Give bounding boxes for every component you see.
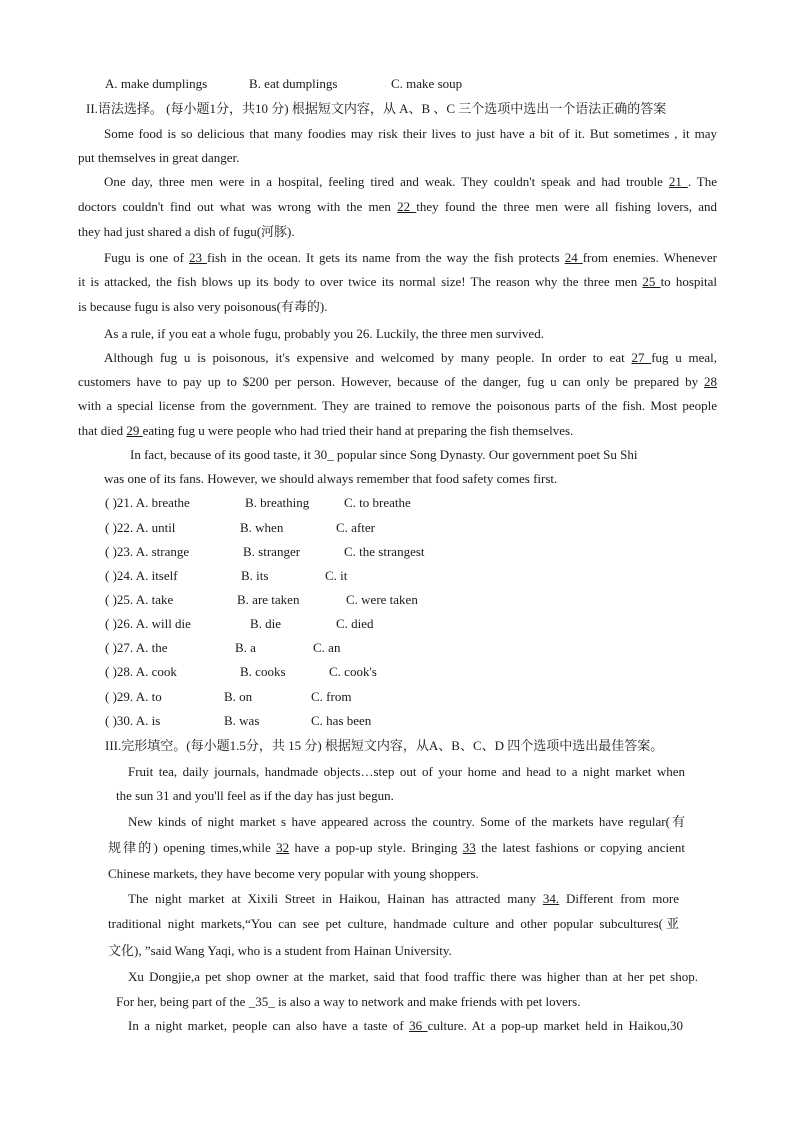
option-b: B. stranger — [243, 544, 301, 559]
para-line: New kinds of night market s have appeared across the country. Some of the markets have regular(有 — [128, 814, 685, 829]
blank-36: 36 — [409, 1018, 428, 1033]
para-line: customers have to pay up to $200 per person. However, because of the danger, fug u can only be prepared by 28 — [78, 374, 717, 389]
question-stem: ( )21. A. breathe — [105, 495, 190, 510]
option-c: C. an — [313, 640, 341, 655]
question-stem: ( )29. A. to — [105, 689, 162, 704]
para-line: that died 29 eating fug u were people who had tried their hand at preparing the fish themselves. — [78, 423, 574, 438]
para-line: is because fugu is also very poisonous(有毒的). — [78, 299, 328, 314]
para-line: Some food is so delicious that many foodies may risk their lives to just have a bit of it. But sometimes , it may — [104, 126, 717, 141]
option-b: B. on — [224, 689, 253, 704]
blank-24: 24 — [564, 250, 583, 265]
para-line: Fugu is one of 23 fish in the ocean. It gets its name from the way the fish protects 24 from enemies. Whenever — [104, 250, 718, 265]
question-stem: ( )24. A. itself — [105, 568, 178, 583]
para-line: One day, three men were in a hospital, feeling tired and weak. They couldn't speak and had trouble 21 . The — [104, 174, 718, 189]
para-line: The night market at Xixili Street in Haikou, Hainan has attracted many 34. Different from more — [128, 891, 679, 906]
option-c: C. it — [325, 568, 348, 583]
para-line: doctors couldn't find out what was wrong with the men 22 they found the three men were all fishing lovers, and — [78, 199, 717, 214]
question-stem: ( )22. A. until — [105, 520, 176, 535]
question-stem: ( )30. A. is — [105, 713, 161, 728]
section-2-heading: II.语法选择。 (每小题1分，共10 分) 根据短文内容，从 A、B 、C 三个选项中选出一个语法正确的答案 — [86, 101, 667, 116]
question-stem: ( )27. A. the — [105, 640, 168, 655]
para-line: In a night market, people can also have a taste of 36 culture. At a pop-up market held in Haikou,30 — [128, 1018, 684, 1033]
para-line: Xu Dongjie,a pet shop owner at the market, said that food traffic there was higher than at her pet shop. — [128, 969, 698, 984]
blank-28: 28 — [704, 374, 717, 389]
para-line: As a rule, if you eat a whole fugu, probably you 26. Luckily, the three men survived. — [104, 326, 544, 341]
option-b: B. a — [235, 640, 256, 655]
option-b: B. breathing — [245, 495, 310, 510]
para-line: the sun 31 and you'll feel as if the day has just begun. — [116, 788, 394, 803]
option-c: C. died — [336, 616, 374, 631]
blank-34: 34. — [542, 891, 560, 906]
option-c: C. from — [311, 689, 352, 704]
para-line: Although fug u is poisonous, it's expensive and welcomed by many people. In order to eat 27 fug u meal, — [104, 350, 717, 365]
para-line: In fact, because of its good taste, it 30_ popular since Song Dynasty. Our government poet Su Shi — [130, 447, 638, 462]
para-line: with a special license from the government. They are trained to remove the poisonous parts of the fish. Most people — [78, 398, 717, 413]
question-stem: ( )23. A. strange — [105, 544, 190, 559]
para-line: 规律的) opening times,while 32 have a pop-up style. Bringing 33 the latest fashions or copying ancient — [108, 840, 685, 855]
option-b: B. was — [224, 713, 260, 728]
question-stem: ( )26. A. will die — [105, 616, 191, 631]
blank-23: 23 — [189, 250, 207, 265]
para-line: Fruit tea, daily journals, handmade objects…step out of your home and head to a night market when — [128, 764, 685, 779]
option-b: B. its — [241, 568, 269, 583]
option-b: B. cooks — [240, 664, 286, 679]
para-line: Chinese markets, they have become very popular with young shoppers. — [108, 866, 479, 881]
top-option-a: A. make dumplings — [105, 76, 208, 91]
option-c: C. to breathe — [344, 495, 411, 510]
blank-27: 27 — [631, 350, 652, 365]
para-line: For her, being part of the _35_ is also a way to network and make friends with pet lovers. — [116, 994, 581, 1009]
blank-33: 33 — [462, 840, 476, 855]
blank-22: 22 — [397, 199, 417, 214]
question-stem: ( )25. A. take — [105, 592, 174, 607]
para-line: put themselves in great danger. — [78, 150, 240, 165]
option-c: C. were taken — [346, 592, 418, 607]
option-c: C. has been — [311, 713, 372, 728]
top-option-b: B. eat dumplings — [249, 76, 338, 91]
option-b: B. are taken — [237, 592, 300, 607]
option-c: C. the strangest — [344, 544, 425, 559]
option-b: B. die — [250, 616, 282, 631]
para-line: they had just shared a dish of fugu(河豚). — [78, 224, 295, 239]
para-line: it is attacked, the fish blows up its body to over twice its normal size! The reason why the three men 25 to hospital — [78, 274, 718, 289]
blank-21: 21 — [668, 174, 688, 189]
blank-32: 32 — [276, 840, 290, 855]
para-line: traditional night markets,“You can see pet culture, handmade culture and other popular subcultures(亚 — [108, 916, 679, 931]
para-line: was one of its fans. However, we should always remember that food safety comes first. — [104, 471, 558, 486]
option-c: C. cook's — [329, 664, 377, 679]
question-stem: ( )28. A. cook — [105, 664, 177, 679]
option-b: B. when — [240, 520, 284, 535]
para-line: 文化), ”said Wang Yaqi, who is a student from Hainan University. — [108, 943, 452, 958]
blank-25: 25 — [642, 274, 661, 289]
option-c: C. after — [336, 520, 375, 535]
top-option-c: C. make soup — [391, 76, 463, 91]
blank-29: 29 — [126, 423, 143, 438]
section-3-heading: III.完形填空。(每小题1.5分，共 15 分) 根据短文内容，从A、B、C、D 四个选项中选出最佳答案。 — [105, 738, 664, 753]
